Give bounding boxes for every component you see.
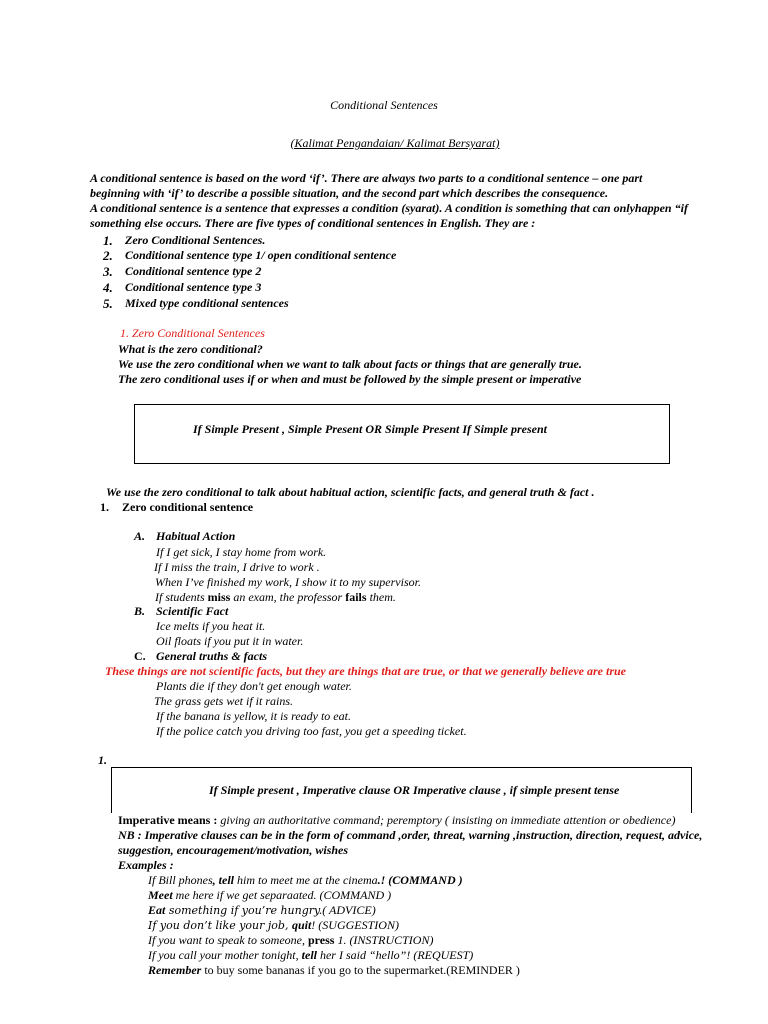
type-number: 2.: [103, 248, 113, 263]
example-tag: ! (SUGGESTION): [311, 918, 399, 932]
habitual-action-title: Habitual Action: [156, 529, 236, 543]
nb-line-2: suggestion, encouragement/motivation, wishes: [118, 843, 349, 857]
imperative-label: Imperative means :: [118, 813, 221, 827]
example-text: to buy some bananas if you go to the supermarket.(REMINDER ): [201, 963, 520, 977]
example-text: him to meet me at the cinema: [234, 873, 378, 887]
type-label: Mixed type conditional sentences: [125, 296, 289, 310]
zero-use: We use the zero conditional when we want to talk about facts or things that are generally true.: [118, 357, 582, 371]
imperative-example: [148, 933, 433, 948]
list-number: 1.: [100, 500, 109, 514]
page-title: Conditional Sentences: [330, 98, 438, 112]
example-keyword: quit: [291, 918, 312, 932]
example-sentence: Plants die if they don't get enough water.: [156, 679, 352, 693]
example-keyword: Eat: [148, 903, 166, 917]
page-subtitle: (Kalimat Pengandaian/ Kalimat Bersyarat): [290, 136, 500, 150]
example-keyword: fails: [345, 590, 367, 604]
intro-line-2: beginning with ‘if’ to describe a possible situation, and the second part which describes the consequence.: [90, 186, 609, 200]
intro-line-1: [90, 171, 642, 186]
formula-imperative: If Simple present , Imperative clause OR Imperative clause , if simple present tense: [209, 783, 620, 797]
example-text: something if you’re hungry.: [165, 904, 323, 917]
example-sentence: Oil floats if you put it in water.: [156, 634, 304, 648]
example-text: If you want to speak to someone,: [148, 933, 308, 947]
nb-line-1: NB : Imperative clauses can be in the form of command ,order, threat, warning ,instruction, direction, request, advice,: [118, 828, 703, 842]
imperative-definition-text: giving an authoritative command; peremptory ( insisting on immediate attention or obedience): [220, 813, 676, 827]
example-keyword: , tell: [212, 873, 234, 887]
zero-use-2: We use the zero conditional to talk about habitual action, scientific facts, and general truth & fact .: [106, 485, 595, 499]
example-sentence: Ice melts if you heat it.: [156, 619, 266, 633]
example-keyword: Meet: [148, 888, 173, 902]
example-sentence: The grass gets wet if it rains.: [154, 694, 294, 708]
intro-line-1-part-a: A conditional sentence is based on the word ‘if’. There: [90, 171, 363, 185]
type-number: 5.: [103, 296, 113, 311]
examples-label: Examples :: [118, 858, 174, 872]
example-tag: her I said “hello”! (REQUEST): [316, 948, 474, 962]
example-sentence: If the police catch you driving too fast, you get a speeding ticket.: [156, 724, 467, 738]
imperative-example: [148, 888, 391, 903]
list-title: Zero conditional sentence: [122, 500, 254, 514]
type-label: Conditional sentence type 3: [125, 280, 262, 294]
example-sentence: If I get sick, I stay home from work.: [156, 545, 327, 559]
section-letter-a: A.: [134, 529, 146, 543]
example-tag: ( ADVICE): [322, 903, 376, 917]
intro-line-4: something else occurs. There are five types of conditional sentences in English. They are :: [90, 216, 536, 230]
formula-box-zero: [134, 404, 670, 464]
example-text: an exam, the professor: [230, 590, 346, 604]
imperative-definition: [118, 813, 675, 828]
type-label: Conditional sentence type 2: [125, 264, 262, 278]
zero-question: What is the zero conditional?: [118, 342, 263, 356]
example-keyword: Remember: [148, 963, 202, 977]
general-truths-title: General truths & facts: [156, 649, 268, 663]
example-tag: 1. (INSTRUCTION): [334, 933, 434, 947]
second-list-number: 1.: [98, 753, 107, 767]
example-text: If students: [155, 590, 208, 604]
zero-heading: 1. Zero Conditional Sentences: [120, 326, 265, 340]
example-sentence: If I miss the train, I drive to work .: [154, 560, 320, 574]
general-truths-note: These things are not scientific facts, but they are things that are true, or that we generally believe are true: [105, 664, 626, 678]
example-keyword: miss: [207, 590, 231, 604]
example-tag: .! (COMMAND ): [377, 873, 463, 887]
imperative-example: [148, 948, 473, 963]
example-text: them.: [366, 590, 396, 604]
type-label: Conditional sentence type 1/ open conditional sentence: [125, 248, 397, 262]
example-text: If you call your mother tonight,: [148, 948, 302, 962]
intro-line-1-part-b: are always two parts to a conditional sentence – one part: [363, 171, 643, 185]
example-sentence: [155, 590, 396, 605]
section-letter-b: B.: [134, 604, 146, 618]
type-label: Zero Conditional Sentences.: [125, 233, 266, 247]
imperative-example: [148, 963, 520, 978]
imperative-example: [148, 873, 463, 888]
formula-zero: If Simple Present , Simple Present OR Simple Present If Simple present: [193, 422, 547, 436]
example-text: If you don’t like your job,: [148, 919, 292, 932]
example-keyword: press: [307, 933, 335, 947]
imperative-example: [148, 918, 399, 933]
example-sentence: When I’ve finished my work, I show it to my supervisor.: [155, 575, 421, 589]
example-sentence: If the banana is yellow, it is ready to eat.: [156, 709, 351, 723]
example-text: me here if we get separaated. (COMMAND ): [172, 888, 392, 902]
imperative-example: [148, 903, 376, 918]
scientific-fact-title: Scientific Fact: [156, 604, 229, 618]
intro-line-3: A conditional sentence is a sentence that expresses a condition (syarat). A condition is something that can onlyhappen “if: [90, 201, 688, 215]
type-number: 1.: [103, 233, 113, 248]
example-text: If Bill phones: [148, 873, 213, 887]
type-number: 3.: [103, 264, 113, 279]
type-number: 4.: [103, 280, 113, 295]
example-keyword: tell: [301, 948, 317, 962]
zero-form: The zero conditional uses if or when and must be followed by the simple present or imperative: [118, 372, 582, 386]
section-letter-c: C.: [134, 649, 146, 663]
formula-box-imperative: [111, 767, 692, 813]
